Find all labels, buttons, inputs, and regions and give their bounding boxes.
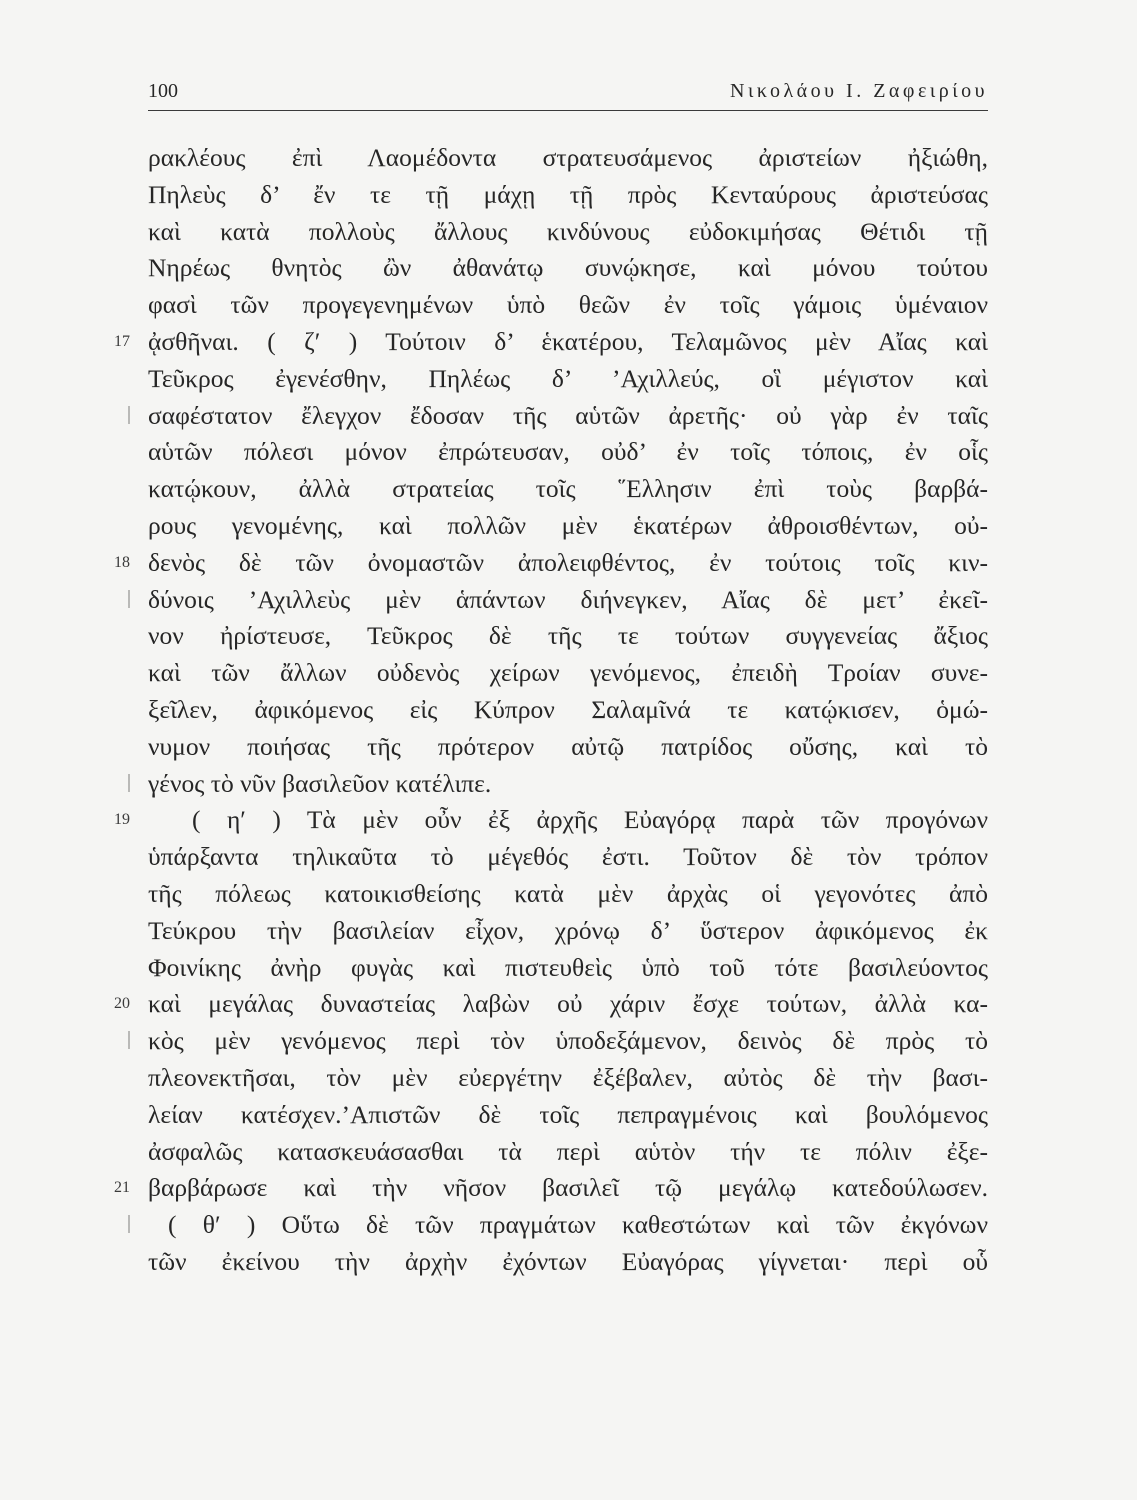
margin-number: 17 bbox=[114, 332, 130, 350]
text-line: γένος τὸ νῦν βασιλεῦον κατέλιπε. bbox=[148, 766, 988, 803]
text-line: 21 βαρβάρωσε καὶ τὴν νῆσον βασιλεῖ τῷ μεγάλῳ κατεδούλωσεν. bbox=[148, 1170, 988, 1207]
text-line: φασὶ τῶν προγεγενημένων ὑπὸ θεῶν ἐν τοῖς γάμοις ὑμέναιον bbox=[148, 290, 988, 320]
text-line: νον ἠρίστευσε, Τεῦκρος δὲ τῆς τε τούτων συγγενείας ἄξιος bbox=[148, 621, 988, 651]
text-line: πλεονεκτῆσαι, τὸν μὲν εὐεργέτην ἐξέβαλεν, αὐτὸς δὲ τὴν βασι- bbox=[148, 1062, 988, 1092]
text-line: καὶ τῶν ἄλλων οὐδενὸς χείρων γενόμενος, ἐπειδὴ Τροίαν συνε- bbox=[148, 658, 988, 688]
text-line: κὸς μὲν γενόμενος περὶ τὸν ὑποδεξάμενον, δεινὸς δὲ πρὸς τὸ bbox=[148, 1023, 988, 1060]
margin-number: 20 bbox=[114, 995, 130, 1013]
text-line: νυμον ποιήσας τῆς πρότερον αὐτῷ πατρίδος οὔσης, καὶ τὸ bbox=[148, 731, 988, 761]
text-line: τῆς πόλεως κατοικισθείσης κατὰ μὲν ἀρχὰς οἱ γεγονότες ἀπὸ bbox=[148, 878, 988, 908]
page-header bbox=[148, 78, 988, 111]
text-line: Πηλεὺς δ’ ἔν τε τῇ μάχῃ τῇ πρὸς Κενταύρους ἀριστεύσας bbox=[148, 179, 988, 209]
text-line: κατῴκουν, ἀλλὰ στρατείας τοῖς ῞Ελλησιν ἐπὶ τοὺς βαρβά- bbox=[148, 474, 988, 504]
margin-mark bbox=[128, 1215, 130, 1233]
margin-mark bbox=[128, 406, 130, 424]
text-line: ( θ′ ) Οὕτω δὲ τῶν πραγμάτων καθεστώτων καὶ τῶν ἐκγόνων bbox=[148, 1207, 988, 1244]
running-head: Νικολάου Ι. Ζαφειρίου bbox=[730, 80, 988, 102]
margin-mark bbox=[128, 774, 130, 792]
text-line: Φοινίκης ἀνὴρ φυγὰς καὶ πιστευθεὶς ὑπὸ τοῦ τότε βασιλεύοντος bbox=[148, 952, 988, 982]
text-line: καὶ κατὰ πολλοὺς ἄλλους κινδύνους εὐδοκιμήσας Θέτιδι τῇ bbox=[148, 216, 988, 246]
margin-number: 18 bbox=[114, 553, 130, 571]
text-line: ὑπάρξαντα τηλικαῦτα τὸ μέγεθός ἐστι. Τοῦτον δὲ τὸν τρόπον bbox=[148, 842, 988, 872]
margin-number: 21 bbox=[114, 1179, 130, 1197]
text-line: 20 καὶ μεγάλας δυναστείας λαβὼν οὐ χάριν ἔσχε τούτων, ἀλλὰ κα- bbox=[148, 986, 988, 1023]
text-line: 17 ᾀσθῆναι. ( ζ′ ) Τούτοιν δ’ ἑκατέρου, Τελαμῶνος μὲν Αἴας καὶ bbox=[148, 324, 988, 361]
text-line: δύνοις ’Αχιλλεὺς μὲν ἁπάντων διήνεγκεν, Αἴας δὲ μετ’ ἐκεῖ- bbox=[148, 582, 988, 619]
text-line: Νηρέως θνητὸς ὢν ἀθανάτῳ συνῴκησε, καὶ μόνου τούτου bbox=[148, 253, 988, 283]
text-line: ρακλέους ἐπὶ Λαομέδοντα στρατευσάμενος ἀριστείων ἠξιώθη, bbox=[148, 143, 988, 172]
text-line: Τεῦκρος ἐγενέσθην, Πηλέως δ’ ’Αχιλλεύς, οἳ μέγιστον καὶ bbox=[148, 363, 988, 393]
text-line: αὑτῶν πόλεσι μόνον ἐπρώτευσαν, οὐδ’ ἐν τοῖς τόποις, ἐν οἷς bbox=[148, 437, 988, 467]
body-text bbox=[114, 140, 988, 1281]
text-line: λείαν κατέσχεν.’Απιστῶν δὲ τοῖς πεπραγμένοις καὶ βουλόμενος bbox=[148, 1099, 988, 1129]
text-line: σαφέστατον ἔλεγχον ἔδοσαν τῆς αὑτῶν ἀρετῆς· οὐ γὰρ ἐν ταῖς bbox=[148, 398, 988, 435]
text-line: ἀσφαλῶς κατασκευάσασθαι τὰ περὶ αὑτὸν τήν τε πόλιν ἐξε- bbox=[148, 1136, 988, 1166]
text-line: 19 ( η′ ) Τὰ μὲν οὖν ἐξ ἀρχῆς Εὐαγόρᾳ παρὰ τῶν προγόνων bbox=[148, 802, 988, 839]
text-line: τῶν ἐκείνου τὴν ἀρχὴν ἐχόντων Εὐαγόρας γίγνεται· περὶ οὗ bbox=[148, 1246, 988, 1276]
margin-number: 19 bbox=[114, 811, 130, 829]
page-number: 100 bbox=[148, 80, 178, 102]
text-line: ξεῖλεν, ἀφικόμενος εἰς Κύπρον Σαλαμῖνά τε κατῴκισεν, ὁμώ- bbox=[148, 694, 988, 724]
text-line: Τεύκρου τὴν βασιλείαν εἶχον, χρόνῳ δ’ ὕστερον ἀφικόμενος ἐκ bbox=[148, 915, 988, 945]
text-line: ρους γενομένης, καὶ πολλῶν μὲν ἑκατέρων ἀθροισθέντων, οὐ- bbox=[148, 510, 988, 540]
margin-mark bbox=[128, 590, 130, 608]
margin-mark bbox=[128, 1031, 130, 1049]
text-line: 18 δενὸς δὲ τῶν ὀνομαστῶν ἀπολειφθέντος, ἐν τούτοις τοῖς κιν- bbox=[148, 545, 988, 582]
